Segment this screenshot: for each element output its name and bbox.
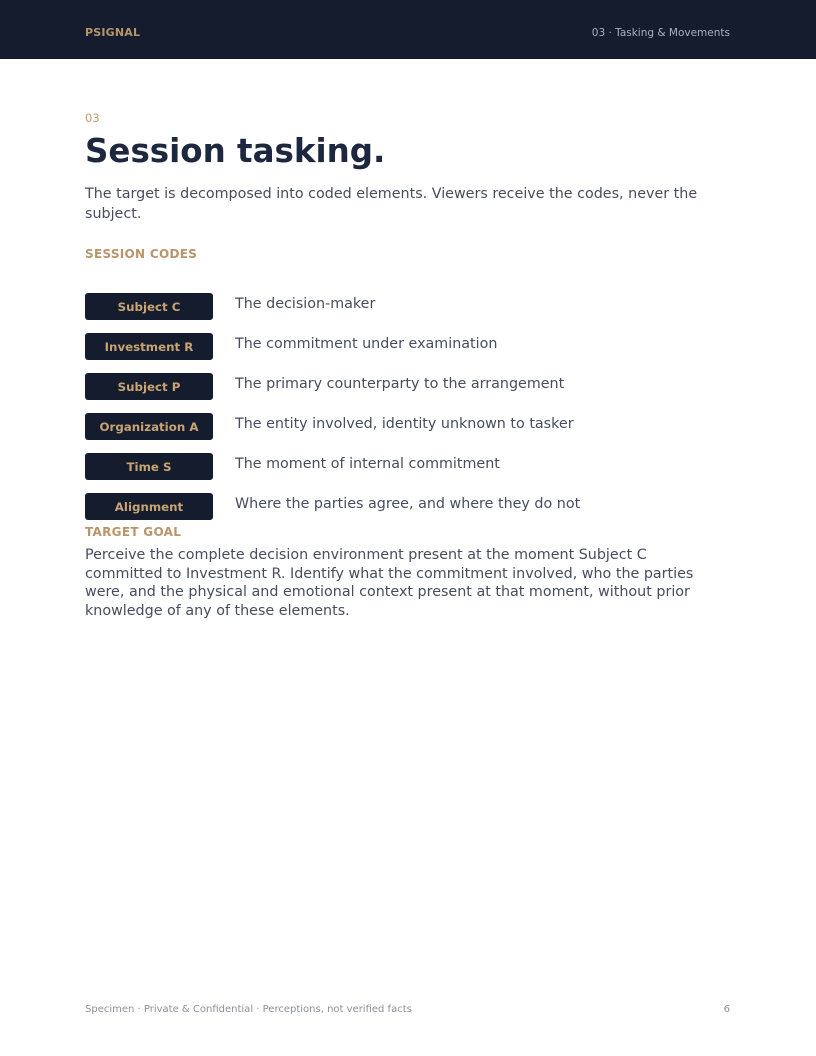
footer-note: Specimen · Private & Confidential · Perceptions, not verified facts xyxy=(85,1004,412,1015)
target-goal-text: Perceive the complete decision environment present at the moment Subject C committed to Investment R. Identify what the commitment involved, who the parties were, and the physical and emotional context present at that moment, without prior knowledge of any of these elements. xyxy=(85,547,694,620)
code-description: Where the parties agree, and where they do not xyxy=(235,496,581,512)
code-row xyxy=(85,413,735,453)
code-description: The entity involved, identity unknown to tasker xyxy=(235,416,574,432)
code-description: The primary counterparty to the arrangement xyxy=(235,376,565,392)
code-description: The moment of internal commitment xyxy=(235,456,500,472)
code-description: The decision-maker xyxy=(235,296,376,312)
page-number: 6 xyxy=(723,1004,730,1015)
header-bar xyxy=(0,0,816,59)
code-badge: Subject C xyxy=(85,293,213,320)
session-codes-list xyxy=(85,293,735,533)
code-row xyxy=(85,453,735,493)
section-number: 03 xyxy=(85,111,100,125)
intro-paragraph: The target is decomposed into coded elements. Viewers receive the codes, never the subject. xyxy=(85,186,698,222)
code-badge: Organization A xyxy=(85,413,213,440)
page-title: Session tasking. xyxy=(85,132,386,170)
code-badge: Alignment xyxy=(85,493,213,520)
code-badge: Subject P xyxy=(85,373,213,400)
code-badge: Time S xyxy=(85,453,213,480)
code-badge: Investment R xyxy=(85,333,213,360)
brand-name: PSIGNAL xyxy=(85,26,141,39)
code-description: The commitment under examination xyxy=(235,336,498,352)
code-row xyxy=(85,493,735,533)
session-codes-heading: SESSION CODES xyxy=(85,247,198,261)
target-goal-heading: TARGET GOAL xyxy=(85,525,182,539)
code-row xyxy=(85,333,735,373)
header-section-title: 03 · Tasking & Movements xyxy=(591,27,730,39)
code-row xyxy=(85,293,735,333)
code-row xyxy=(85,373,735,413)
